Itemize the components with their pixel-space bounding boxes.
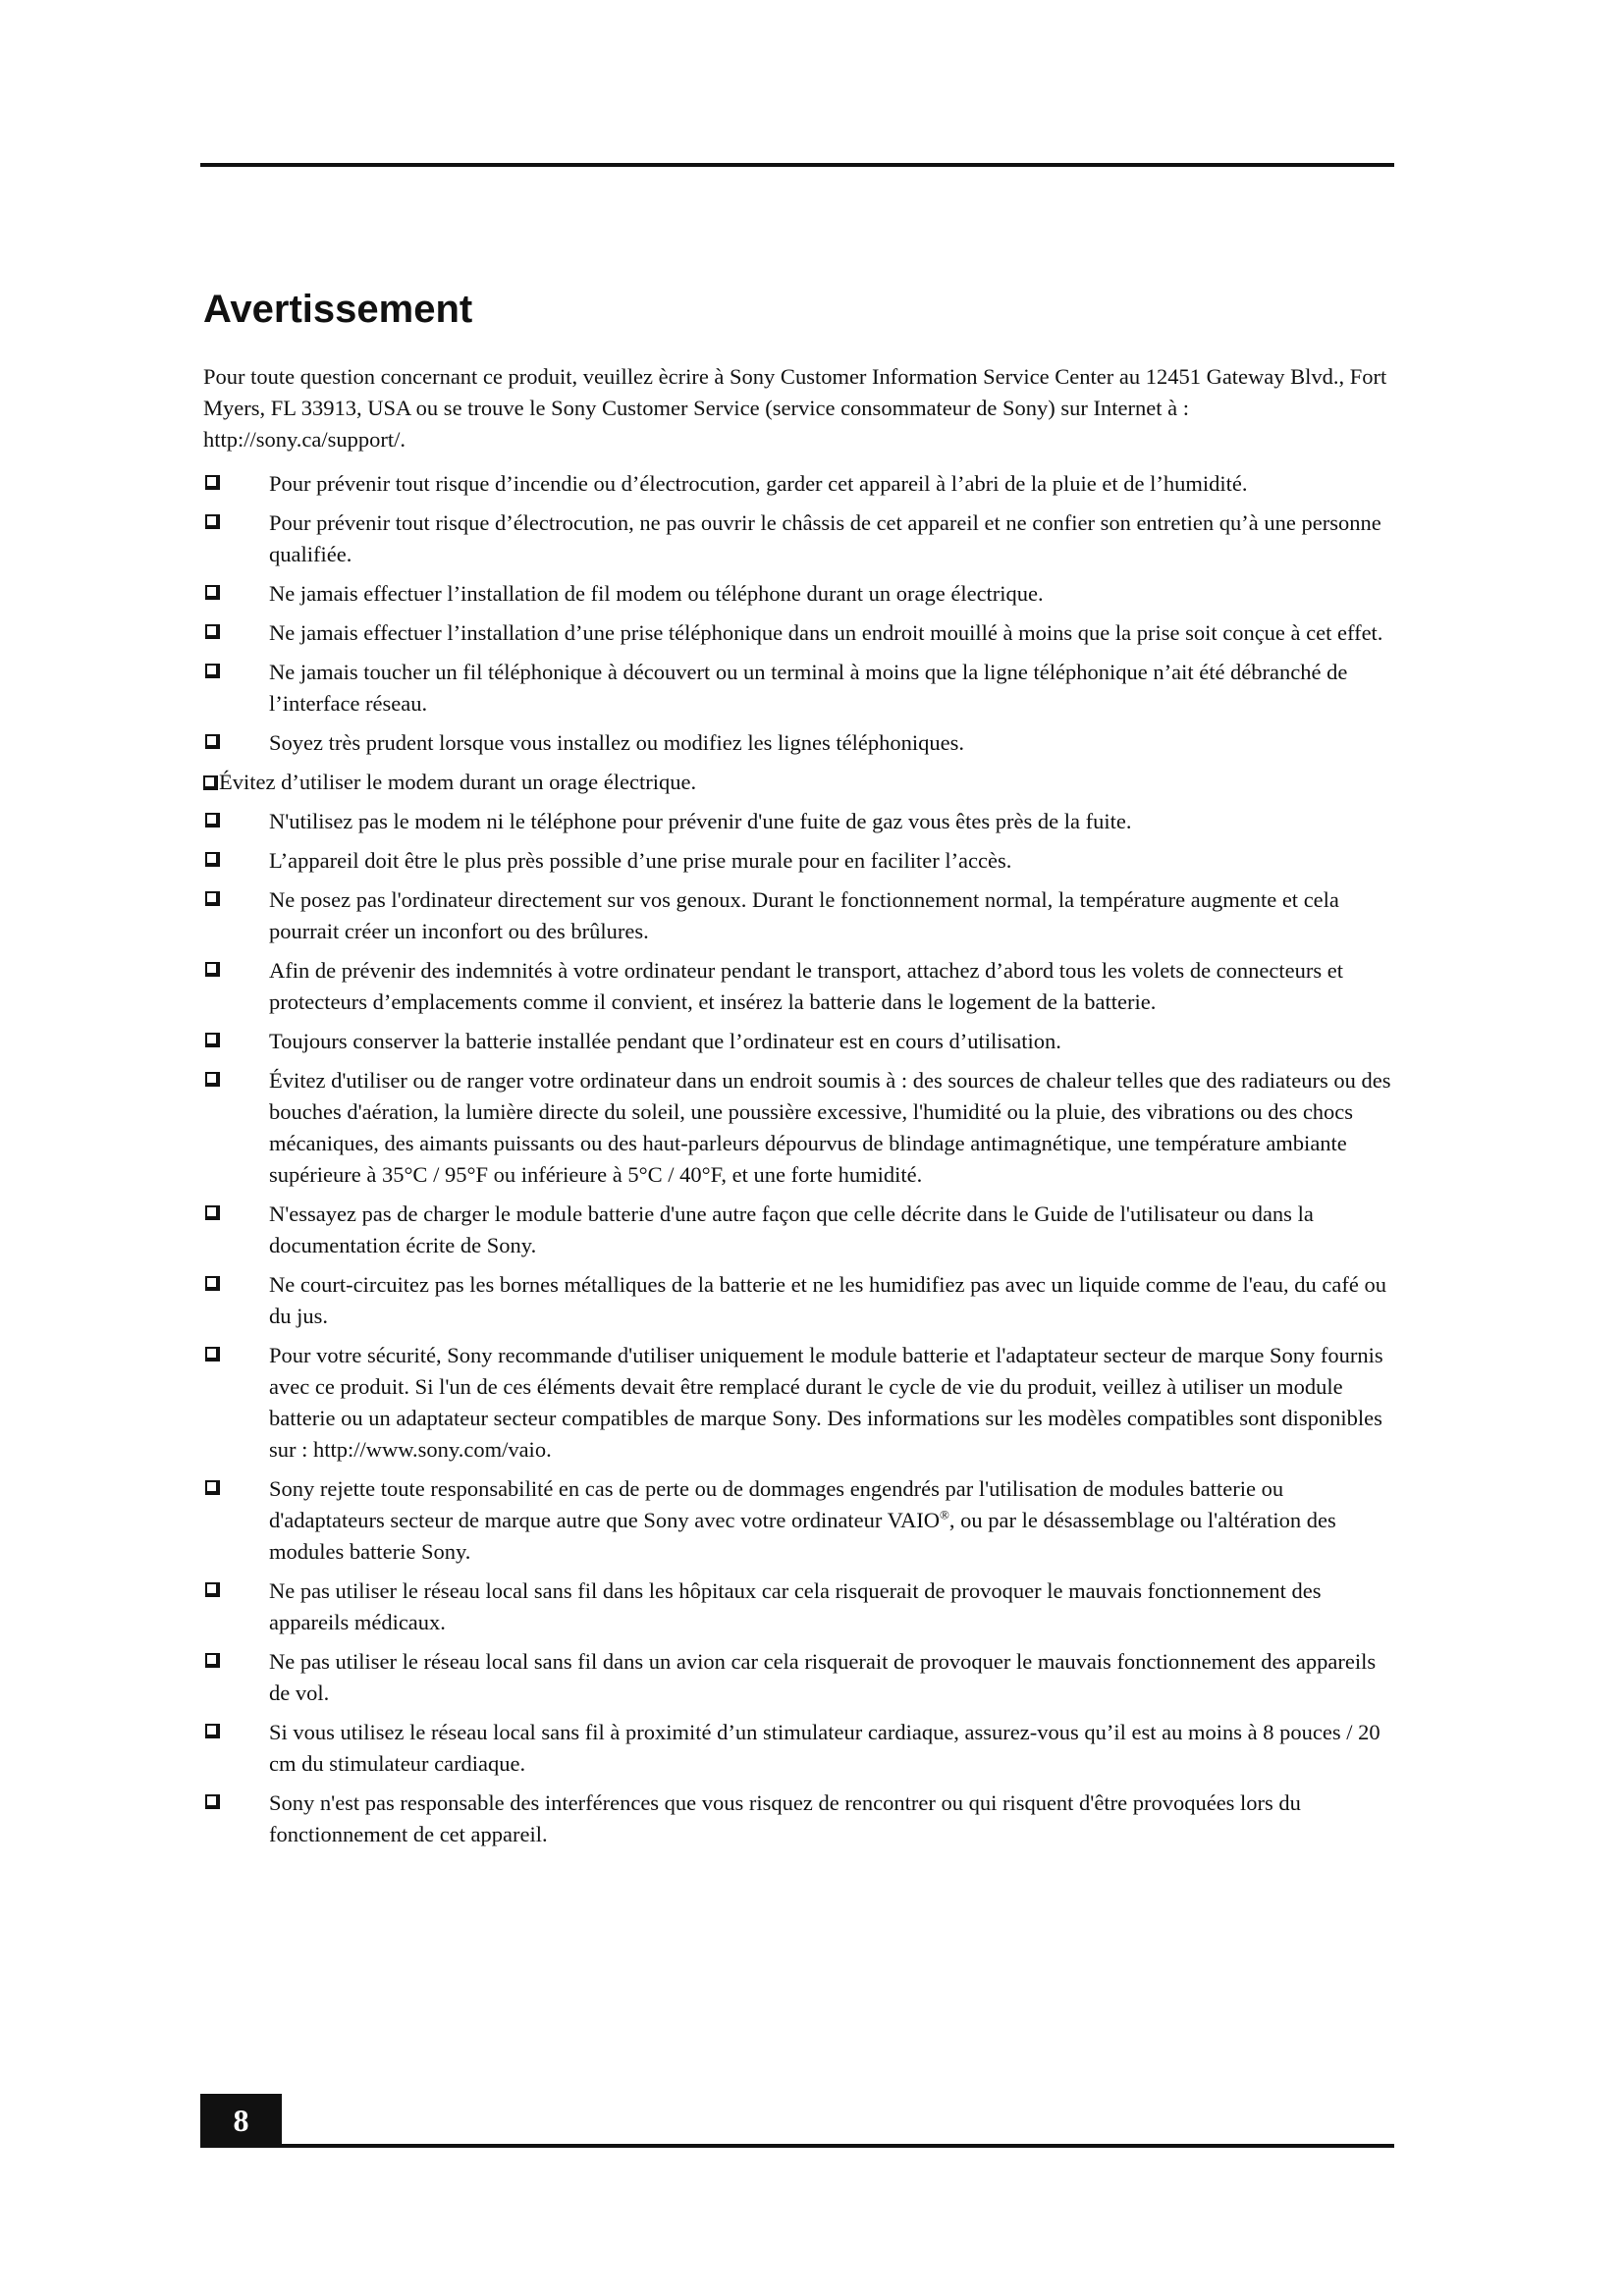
checkbox-icon: [205, 1072, 220, 1087]
list-item-text: Évitez d'utiliser ou de ranger votre ordinateur dans un endroit soumis à : des sources de chaleur telles que des radiateurs ou des bouches d'aération, la lumière directe du soleil, une poussière excessive, l'humidité ou la pluie, des vibrations ou des chocs mécaniques, des aimants puissants ou des haut-parleurs dépourvus de blindage antimagnétique, une température ambiante supérieure à 35°C / 95°F ou inférieure à 5°C / 40°F, et une forte humidité.: [269, 1068, 1391, 1187]
checkbox-icon: [205, 514, 220, 529]
checkbox-icon: [205, 1794, 220, 1809]
list-item-text: Afin de prévenir des indemnités à votre ordinateur pendant le transport, attachez d’abord tous les volets de connecteurs et protecteurs d’emplacements comme il convient, et insérez la batterie dans le logement de la batterie.: [269, 958, 1343, 1014]
checkbox-icon: [205, 852, 220, 867]
list-item: [203, 578, 1393, 610]
warning-list: [203, 468, 1393, 1850]
list-item-text: Si vous utilisez le réseau local sans fil à proximité d’un stimulateur cardiaque, assurez-vous qu’il est au moins à 8 pouces / 20 cm du stimulateur cardiaque.: [269, 1720, 1380, 1776]
list-item-text: Ne posez pas l'ordinateur directement sur vos genoux. Durant le fonctionnement normal, la température augmente et cela pourrait créer un inconfort ou des brûlures.: [269, 887, 1339, 943]
list-item: [203, 1269, 1393, 1332]
list-item: [203, 1788, 1393, 1850]
list-item: [203, 1575, 1393, 1638]
list-item: [203, 1340, 1393, 1466]
list-item-text: Ne pas utiliser le réseau local sans fil dans les hôpitaux car cela risquerait de provoquer le mauvais fonctionnement des appareils médicaux.: [269, 1578, 1322, 1634]
list-item-text: N'essayez pas de charger le module batterie d'une autre façon que celle décrite dans le Guide de l'utilisateur ou dans la documentation écrite de Sony.: [269, 1201, 1314, 1257]
list-item: [203, 657, 1393, 720]
checkbox-icon: [205, 734, 220, 749]
list-item: [203, 468, 1393, 500]
list-item-text: Pour prévenir tout risque d’électrocution, ne pas ouvrir le châssis de cet appareil et ne confier son entretien qu’à une personne qualifiée.: [269, 510, 1381, 566]
checkbox-icon: [203, 775, 218, 790]
list-item: [203, 1199, 1393, 1261]
list-item-text: Ne court-circuitez pas les bornes métalliques de la batterie et ne les humidifiez pas avec un liquide comme de l'eau, du café ou du jus.: [269, 1272, 1386, 1328]
vaio-warning-text-start: Sony rejette toute responsabilité en cas de perte ou de dommages engendrés par l'utilisation de modules batterie ou d'adaptateurs secteur de marque autre que Sony avec votre ordinateur VAIO: [269, 1476, 1284, 1532]
checkbox-icon: [205, 1276, 220, 1291]
footer-rule: [200, 2144, 1394, 2148]
list-item: [203, 727, 1393, 759]
list-item: [203, 1717, 1393, 1780]
checkbox-icon: [205, 813, 220, 828]
list-item-text: Pour votre sécurité, Sony recommande d'utiliser uniquement le module batterie et l'adaptateur secteur de marque Sony fournis avec ce produit. Si l'un de ces éléments devait être remplacé durant le cycle de vie du produit, veillez à utiliser un module batterie ou un adaptateur secteur compatibles de marque Sony. Des informations sur les modèles compatibles sont disponibles sur : http://www.sony.com/vaio.: [269, 1343, 1383, 1462]
page-content: [203, 361, 1393, 1858]
checkbox-icon: [205, 1205, 220, 1220]
list-item: [203, 1473, 1393, 1568]
list-item: [203, 806, 1393, 837]
list-item-text: Sony n'est pas responsable des interférences que vous risquez de rencontrer ou qui risquent d'être provoquées lors du fonctionnement de cet appareil.: [269, 1790, 1301, 1846]
list-item-text: Ne jamais effectuer l’installation d’une prise téléphonique dans un endroit mouillé à moins que la prise soit conçue à cet effet.: [269, 620, 1383, 645]
checkbox-icon: [205, 1480, 220, 1495]
checkbox-icon: [205, 891, 220, 906]
checkbox-icon: [205, 1582, 220, 1597]
list-item-text: Évitez d’utiliser le modem durant un orage électrique.: [219, 770, 697, 794]
list-item: [203, 1646, 1393, 1709]
registered-mark: ®: [939, 1507, 949, 1522]
list-item-text: Pour prévenir tout risque d’incendie ou d’électrocution, garder cet appareil à l’abri de la pluie et de l’humidité.: [269, 471, 1248, 496]
list-item: [203, 617, 1393, 649]
checkbox-icon: [205, 624, 220, 639]
list-item-text: Toujours conserver la batterie installée pendant que l’ordinateur est en cours d’utilisation.: [269, 1029, 1061, 1053]
page-number: 8: [200, 2094, 282, 2148]
list-item-text: N'utilisez pas le modem ni le téléphone pour prévenir d'une fuite de gaz vous êtes près de la fuite.: [269, 809, 1132, 833]
checkbox-icon: [205, 1033, 220, 1047]
list-item: [203, 845, 1393, 877]
list-item: [203, 1065, 1393, 1191]
list-item-text: L’appareil doit être le plus près possible d’une prise murale pour en faciliter l’accès.: [269, 848, 1012, 873]
list-item-text: Ne pas utiliser le réseau local sans fil dans un avion car cela risquerait de provoquer le mauvais fonctionnement des appareils de vol.: [269, 1649, 1377, 1705]
list-item: [203, 884, 1393, 947]
list-item-text: [269, 1476, 1336, 1564]
header-rule: [200, 163, 1394, 167]
list-item-text: Ne jamais effectuer l’installation de fil modem ou téléphone durant un orage électrique.: [269, 581, 1044, 606]
checkbox-icon: [205, 475, 220, 490]
list-item: [203, 955, 1393, 1018]
list-item-text: Soyez très prudent lorsque vous installez ou modifiez les lignes téléphoniques.: [269, 730, 964, 755]
checkbox-icon: [205, 1653, 220, 1668]
list-item: [203, 507, 1393, 570]
checkbox-icon: [205, 962, 220, 977]
list-item: [203, 1026, 1393, 1057]
checkbox-icon: [205, 585, 220, 600]
list-item: [203, 767, 1393, 798]
checkbox-icon: [205, 664, 220, 678]
vaio-warning-text-end: , ou par le désassemblage ou l'altération des modules batterie Sony.: [269, 1508, 1336, 1564]
page-title: Avertissement: [203, 288, 473, 331]
checkbox-icon: [205, 1724, 220, 1738]
checkbox-icon: [205, 1347, 220, 1362]
list-item-text: Ne jamais toucher un fil téléphonique à découvert ou un terminal à moins que la ligne téléphonique n’ait été débranché de l’interface réseau.: [269, 660, 1348, 716]
intro-paragraph: Pour toute question concernant ce produit, veuillez ècrire à Sony Customer Information Service Center au 12451 Gateway Blvd., Fort Myers, FL 33913, USA ou se trouve le Sony Customer Service (service consommateur de Sony) sur Internet à : http://sony.ca/support/.: [203, 364, 1387, 452]
